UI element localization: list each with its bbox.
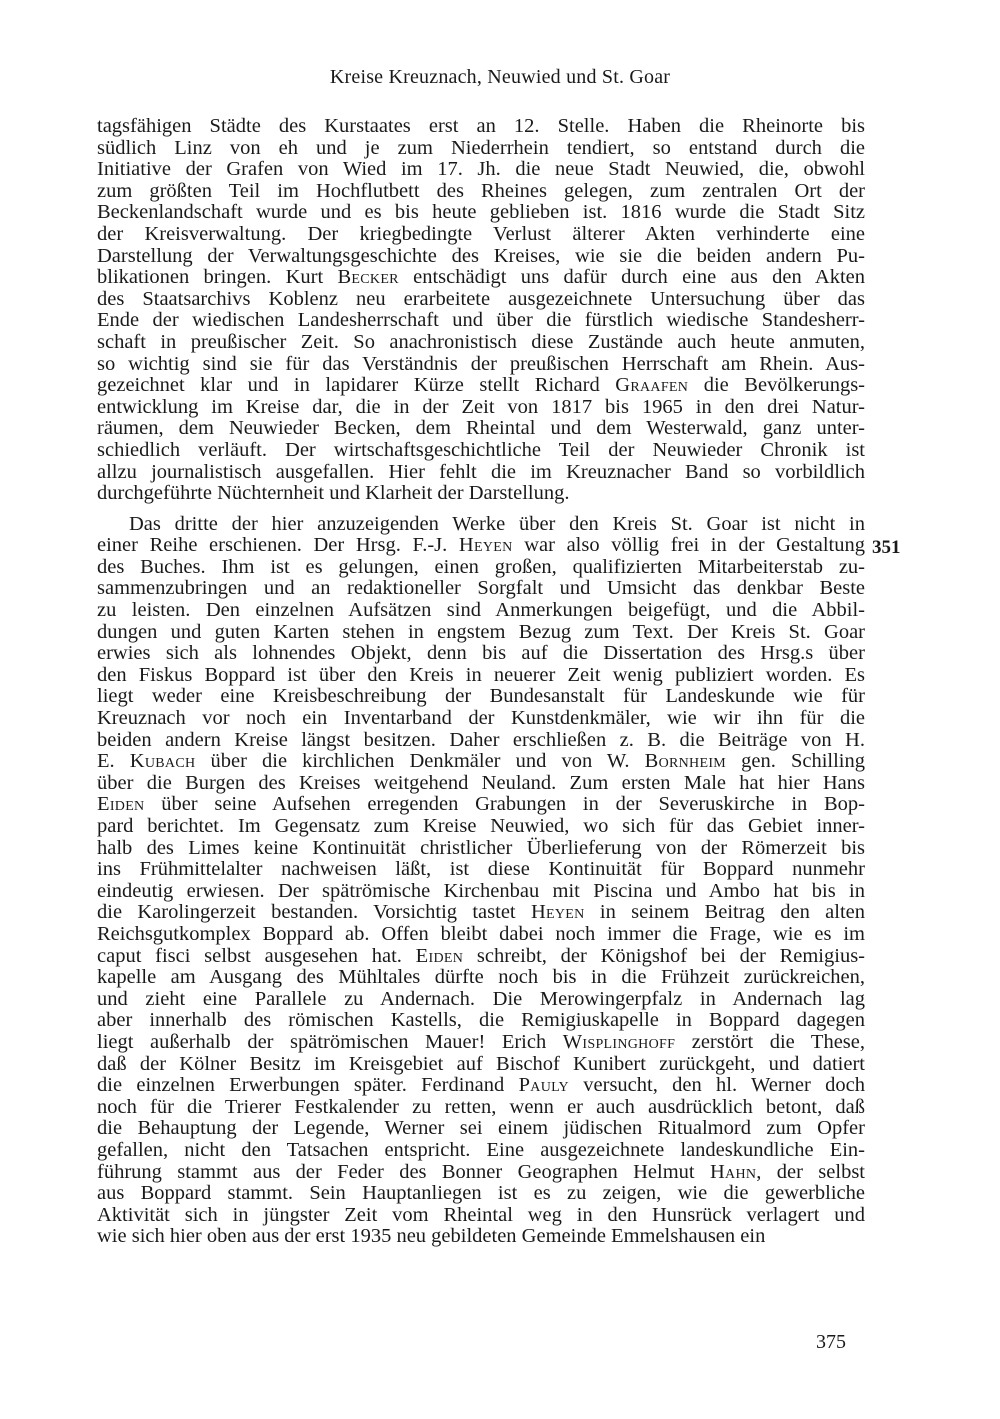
text-line: den Fiskus Boppard ist über den Kreis in neuerer Zeit wenig publiziert worden. Es (97, 663, 865, 686)
text-line: führung stammt aus der Feder des Bonner Geographen Helmut Hahn, der selbst (97, 1160, 865, 1183)
text-line: Eiden über seine Aufsehen erregenden Grabungen in der Severuskirche in Bop- (97, 793, 865, 816)
text-line: beiden andern Kreise längst besitzen. Daher erschließen z. B. die Beiträge von H. (97, 728, 865, 751)
text-line: gefallen, nicht den Tatsachen entspricht. Eine ausgezeichnete landeskundliche Ein- (97, 1138, 865, 1161)
text-line: E. Kubach über die kirchlichen Denkmäler und von W. Bornheim gen. Schilling (97, 750, 865, 773)
text-line: über die Burgen des Kreises weitgehend Neuland. Zum ersten Male hat hier Hans (97, 771, 865, 794)
text-line: gezeichnet klar und in lapidarer Kürze stellt Richard Graafen die Bevölkerungs- (97, 374, 866, 397)
text-line: aus Boppard stammt. Sein Hauptanliegen ist es zu zeigen, wie die gewerbliche (97, 1182, 865, 1205)
text-line: liegt weder eine Kreisbeschreibung der Bundesanstalt für Landeskunde wie für (97, 685, 865, 708)
text-line: eindeutig erwiesen. Der spätrömische Kirchenbau mit Piscina und Ambo hat bis in (97, 879, 865, 902)
text-line: Initiative der Grafen von Wied im 17. Jh. die neue Stadt Neuwied, die, obwohl (97, 158, 865, 181)
text-line: Aktivität sich in jüngster Zeit vom Rheintal weg in den Hunsrück verlagert und (97, 1203, 865, 1226)
author-name: Eiden (415, 944, 464, 967)
author-name: Bornheim (644, 750, 727, 773)
text-line: blikationen bringen. Kurt Becker entschädigt uns dafür durch eine aus den Akten (97, 266, 865, 289)
text-line: zu leisten. Den einzelnen Aufsätzen sind Anmerkungen beigefügt, und die Abbil- (97, 599, 865, 622)
text-line: Darstellung der Verwaltungsgeschichte des Kreises, wie sie die beiden andern Pu- (97, 244, 865, 267)
text-line: so wichtig sind sie für das Verständnis der preußischen Herrschaft am Rhein. Aus- (97, 352, 865, 375)
text-line: kapelle am Ausgang des Mühltales dürfte noch bis in die Frühzeit zurückreichen, (97, 966, 865, 989)
page-number: 375 (816, 1331, 846, 1353)
author-name: Graafen (615, 374, 689, 397)
text-line: noch für die Trierer Festkalender zu retten, wenn er auch ausdrücklich betont, daß (97, 1095, 865, 1118)
author-name: Heyen (458, 534, 513, 557)
text-line: aber innerhalb des römischen Kastells, die Remigiuskapelle in Boppard dagegen (97, 1009, 865, 1032)
text-line: der Kreisverwaltung. Der kriegbedingte Verlust älterer Akten verhinderte eine (97, 222, 865, 245)
author-name: Becker (337, 266, 399, 289)
text-line: und zieht eine Parallele zu Andernach. Die Merowingerpfalz in Andernach lag (97, 987, 865, 1010)
text-line: sammenzubringen und an redaktioneller Sorgfalt und Umsicht das denkbar Beste (97, 577, 865, 600)
text-line: pard berichtet. Im Gegensatz zum Kreise Neuwied, wo sich für das Gebiet inner- (97, 815, 865, 837)
text-line: erwies sich als lohnendes Objekt, denn bis auf die Dissertation des Hrsg.s über (97, 642, 865, 665)
paragraph (97, 514, 865, 1248)
text-line: liegt außerhalb der spätrömischen Mauer! Erich Wisplinghoff zerstört die These, (97, 1030, 865, 1053)
text-line: Ende der wiedischen Landesherrschaft und über die fürstlich wiedische Standesherr- (97, 309, 865, 332)
text-line: wie sich hier oben aus der erst 1935 neu gebildeten Gemeinde Emmelshausen ein (97, 1225, 766, 1248)
text-line: die Karolingerzeit bestanden. Vorsichtig tastet Heyen in seinem Beitrag den alten (97, 901, 865, 924)
text-line: allzu journalistisch ausgefallen. Hier fehlt die im Kreuznacher Band so vorbildlich (97, 460, 865, 483)
text-line: Beckenlandschaft wurde und es bis heute geblieben ist. 1816 wurde die Stadt Sitz (97, 201, 865, 224)
text-line: Reichsgutkomplex Boppard ab. Offen bleibt dabei noch immer die Frage, wie es im (97, 922, 865, 945)
text-line: schaft in preußischer Zeit. So anachronistisch diese Zustände auch heute anmuten, (97, 330, 865, 353)
author-name: Heyen (530, 901, 585, 924)
text-line: des Buches. Ihm ist es gelungen, einen großen, qualifizierten Mitarbeiterstab zu- (97, 555, 865, 578)
author-name: Pauly (518, 1074, 569, 1097)
text-line: räumen, dem Neuwieder Becken, dem Rheintal und dem Westerwald, ganz unter- (97, 417, 865, 440)
text-line: halb des Limes keine Kontinuität christlicher Überlieferung von der Römerzeit bis (97, 836, 865, 859)
text-line: tagsfähigen Städte des Kurstaates erst an 12. Stelle. Haben die Rheinorte bis (97, 115, 865, 137)
margin-number: 351 (872, 537, 901, 558)
running-head: Kreise Kreuznach, Neuwied und St. Goar (329, 66, 671, 88)
author-name: Wisplinghoff (562, 1030, 676, 1053)
text-line: südlich Linz von eh und je zum Niederrhein tendiert, so entstand durch die (97, 136, 865, 159)
text-line: die einzelnen Erwerbungen später. Ferdinand Pauly versucht, den hl. Werner doch (97, 1074, 865, 1097)
author-name: Kubach (129, 750, 196, 773)
text-line: Das dritte der hier anzuzeigenden Werke über den Kreis St. Goar ist nicht in (129, 512, 865, 535)
body-text (97, 116, 865, 1248)
paragraph (97, 116, 865, 505)
author-name: Hahn (709, 1160, 757, 1183)
text-line: dungen und guten Karten stehen in engstem Bezug zum Text. Der Kreis St. Goar (97, 620, 865, 643)
text-line: schiedlich verläuft. Der wirtschaftsgeschichtliche Teil der Neuwieder Chronik ist (97, 438, 865, 461)
text-line: caput fisci selbst ausgesehen hat. Eiden schreibt, der Königshof bei der Remigius- (97, 944, 865, 967)
text-line: ins Frühmittelalter nachweisen läßt, ist diese Kontinuität für Boppard nunmehr (97, 858, 865, 881)
text-line: des Staatsarchivs Koblenz neu erarbeitete ausgezeichnete Untersuchung über das (97, 287, 865, 310)
text-line: durchgeführte Nüchternheit und Klarheit der Darstellung. (97, 482, 570, 505)
author-name: Eiden (97, 793, 145, 816)
text-line: daß der Kölner Besitz im Kreisgebiet auf Bischof Kunibert zurückgeht, und datiert (97, 1052, 865, 1075)
text-line: die Behauptung der Legende, Werner sei einem jüdischen Ritualmord zum Opfer (97, 1117, 865, 1140)
text-line: entwicklung im Kreise dar, die in der Zeit von 1817 bis 1965 in den drei Natur- (97, 395, 865, 418)
text-line: einer Reihe erschienen. Der Hrsg. F.-J. Heyen war also völlig frei in der Gestaltung (97, 534, 865, 557)
text-line: zum größten Teil im Hochflutbett des Rheines gelegen, zum zentralen Ort der (97, 179, 865, 202)
text-line: Kreuznach vor noch ein Inventarband der Kunstdenkmäler, wie wir ihn für die (97, 707, 865, 730)
